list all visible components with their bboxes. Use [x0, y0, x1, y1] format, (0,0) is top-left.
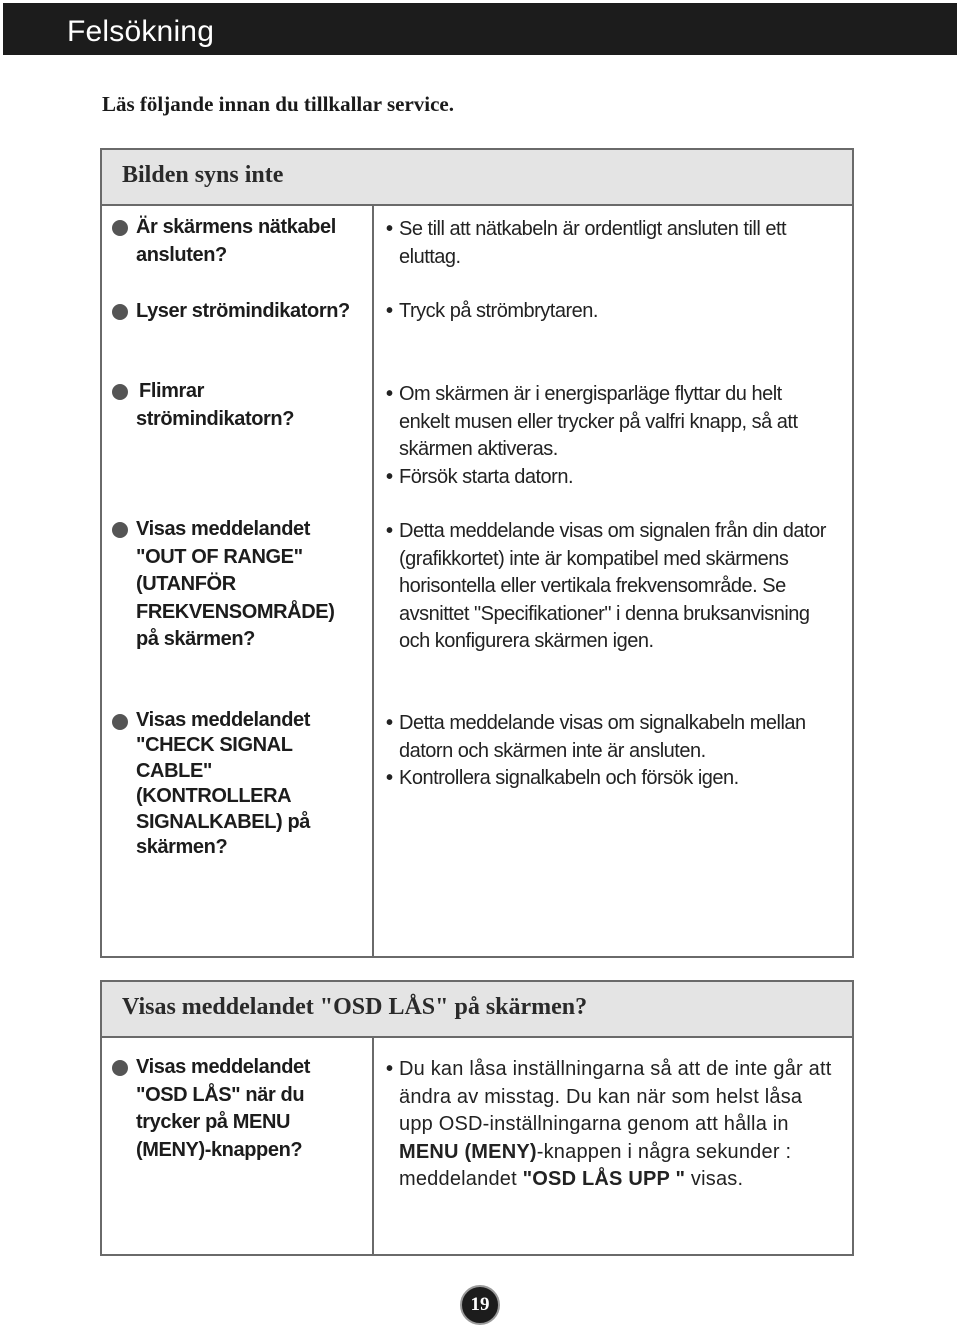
column-divider [372, 1036, 374, 1254]
answer-power-cable [386, 216, 836, 271]
answer-item: • Detta meddelande visas om signalen från din dator (grafikkortet) inte är kompatibel med skärmens horisontella eller vertikala frekvensområde. Se avsnittet "Specifikationer" i denna bruksanvisning och konfigurera skärmen igen. [386, 518, 836, 656]
intro-text: Läs följande innan du tillkallar service. [102, 92, 454, 116]
answer-text: -knappen i några sekunder : meddelandet [399, 1140, 792, 1190]
menu-key-label: MENU (MENY) [399, 1140, 537, 1163]
question-line: trycker på MENU [136, 1111, 291, 1133]
question-line: Flimrar [139, 380, 205, 402]
bullet-dot-icon [112, 304, 128, 320]
answer-check-signal-cable [386, 710, 836, 793]
answer-osd-lock [386, 1056, 836, 1194]
question-power-indicator [112, 298, 362, 326]
question-line: Är skärmens nätkabel [136, 216, 336, 238]
bullet-dot-icon [112, 522, 128, 538]
question-line: Visas meddelandet [136, 1056, 311, 1078]
header-bar [3, 3, 957, 55]
question-line: ansluten? [136, 243, 227, 266]
question-line: "CHECK SIGNAL [136, 734, 293, 757]
question-line: (KONTROLLERA [136, 785, 292, 808]
section-header [102, 150, 852, 206]
section-header [102, 982, 852, 1038]
section-title: Bilden syns inte [122, 162, 284, 188]
question-line: på skärmen? [136, 628, 255, 650]
section-title: Visas meddelandet "OSD LÅS" på skärmen? [122, 994, 588, 1020]
answer-power-indicator [386, 298, 836, 326]
answer-item: • Kontrollera signalkabeln och försök igen. [386, 765, 836, 793]
answer-out-of-range [386, 518, 836, 656]
bullet-dot-icon [112, 1060, 128, 1076]
section-osd-lock [100, 980, 854, 1256]
question-line: SIGNALKABEL) på [136, 810, 311, 833]
answer-item: • Om skärmen är i energisparläge flyttar du helt enkelt musen eller trycker på valfri knapp, så att skärmen aktiveras. [386, 381, 836, 464]
bullet-dot-icon [112, 220, 128, 236]
page-number: 19 [460, 1285, 500, 1325]
question-check-signal-cable [112, 708, 362, 860]
question-power-cable [112, 214, 362, 269]
question-line: (MENY)-knappen? [136, 1138, 303, 1161]
answer-item: • Detta meddelande visas om signalkabeln mellan datorn och skärmen inte är ansluten. [386, 710, 836, 765]
question-osd-lock [112, 1054, 362, 1164]
answer-text: Du kan låsa inställningarna så att de inte går att ändra av misstag. Du kan när som helst låsa upp OSD-inställningarna genom att hålla in [399, 1058, 832, 1135]
question-line: Visas meddelandet [136, 709, 311, 731]
answer-text: visas. [685, 1168, 744, 1190]
question-line: "OUT OF RANGE" [136, 545, 303, 568]
question-line: skärmen? [136, 836, 228, 859]
bullet-dot-icon [112, 384, 128, 400]
bullet-dot-icon [112, 714, 128, 730]
question-line: FREKVENSOMRÅDE) [136, 600, 335, 623]
section-no-image [100, 148, 854, 958]
answer-item: • Försök starta datorn. [386, 464, 836, 492]
answer-item [386, 1056, 836, 1194]
question-line: strömindikatorn? [136, 407, 295, 430]
column-divider [372, 204, 374, 956]
question-line: "OSD LÅS" när du [136, 1083, 305, 1106]
answer-item: • Tryck på strömbrytaren. [386, 298, 836, 326]
question-out-of-range [112, 516, 362, 654]
question-line: Lyser strömindikatorn? [136, 300, 350, 322]
question-flashing-indicator [112, 378, 362, 433]
question-line: Visas meddelandet [136, 518, 311, 540]
question-line: (UTANFÖR [136, 573, 236, 595]
osd-unlock-message: "OSD LÅS UPP " [522, 1168, 686, 1190]
answer-item: • Se till att nätkabeln är ordentligt ansluten till ett eluttag. [386, 216, 836, 271]
question-line: CABLE" [136, 759, 212, 782]
answer-flashing-indicator [386, 381, 836, 491]
page-title: Felsökning [67, 15, 215, 48]
